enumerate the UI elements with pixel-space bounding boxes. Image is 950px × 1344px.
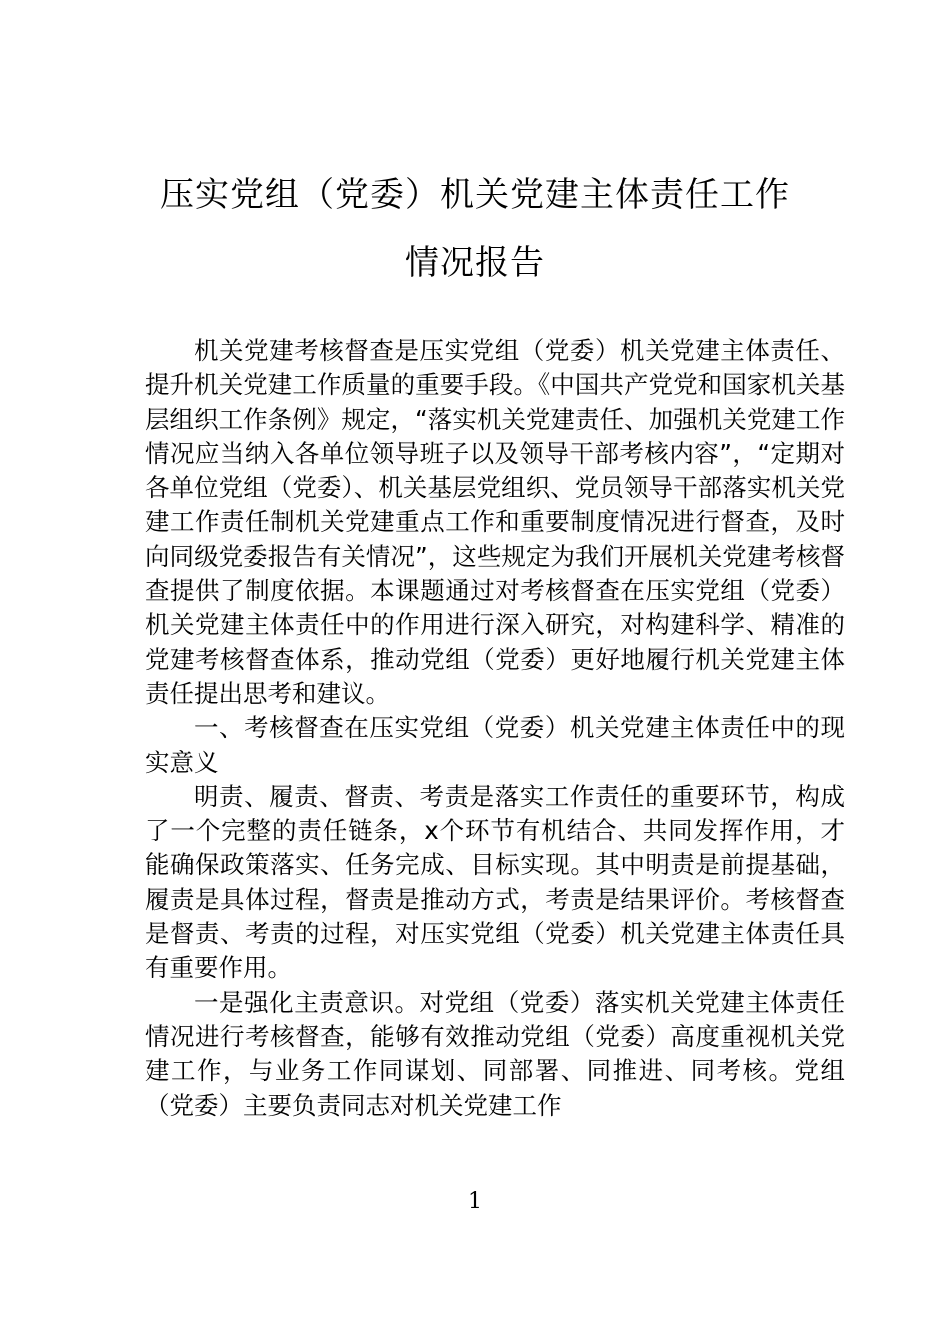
section-heading: 一、考核督查在压实党组（党委）机关党建主体责任中的现实意义 (145, 713, 845, 777)
document-title-line-1: 压实党组（党委）机关党建主体责任工作 (160, 175, 790, 215)
document-title-line-2: 情况报告 (405, 243, 545, 283)
paragraph-responsibility-chain: 明责、履责、督责、考责是落实工作责任的重要环节，构成了一个完整的责任链条，x个环节有机结合、共同发挥作用，才能确保政策落实、任务完成、目标实现。其中明责是前提基础，履责是具体过程，督责是推动方式，考责是结果评价。考核督查是督责、考责的过程，对压实党组（党委）机关党建主体责任具有重要作用。 (145, 781, 845, 983)
paragraph-point-one: 一是强化主责意识。对党组（党委）落实机关党建主体责任情况进行考核督查，能够有效推动党组（党委）高度重视机关党建工作，与业务工作同谋划、同部署、同推进、同考核。党组（党委）主要负责同志对机关党建工作 (145, 987, 845, 1120)
paragraph-intro: 机关党建考核督查是压实党组（党委）机关党建主体责任、提升机关党建工作质量的重要手段。《中国共产党党和国家机关基层组织工作条例》规定，“落实机关党建责任、加强机关党建工作情况应当纳入各单位领导班子以及领导干部考核内容”，“定期对各单位党组（党委）、机关基层党组织、党员领导干部落实机关党建工作责任制机关党建重点工作和重要制度情况进行督查，及时向同级党委报告有关情况”，这些规定为我们开展机关党建考核督查提供了制度依据。本课题通过对考核督查在压实党组（党委）机关党建主体责任中的作用进行深入研究，对构建科学、精准的党建考核督查体系，推动党组（党委）更好地履行机关党建主体责任提出思考和建议。 (145, 336, 845, 708)
page-number: 1 (468, 1189, 482, 1214)
document-body (145, 334, 845, 1123)
